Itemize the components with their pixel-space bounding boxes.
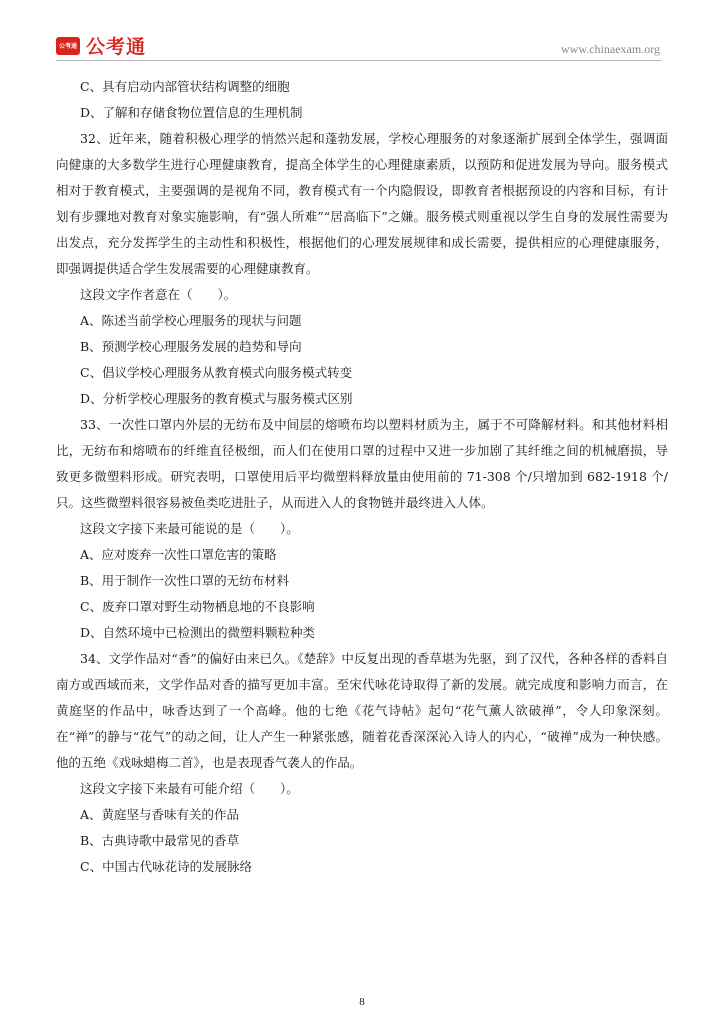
option-line: D、了解和存储食物位置信息的生理机制	[80, 105, 303, 120]
header-divider	[56, 60, 662, 61]
option-line: C、中国古代咏花诗的发展脉络	[80, 859, 253, 874]
option-line: A、应对废弃一次性口罩危害的策略	[80, 547, 277, 562]
option-line: D、自然环境中已检测出的微塑料颗粒种类	[80, 625, 316, 640]
option-line: D、分析学校心理服务的教育模式与服务模式区别	[80, 391, 353, 406]
question-stem: 这段文字作者意在（ ）。	[80, 287, 237, 302]
option-line: A、陈述当前学校心理服务的现状与问题	[80, 313, 302, 328]
option-line: C、废弃口罩对野生动物栖息地的不良影响	[80, 599, 315, 614]
question-paragraph: 32、近年来，随着积极心理学的悄然兴起和蓬勃发展，学校心理服务的对象逐渐扩展到全体学生，强调面向健康的大多数学生进行心理健康教育，提高全体学生的心理健康素质，以预防和促进发展为导向。服务模式相对于教育模式，主要强调的是视角不同，教育模式有一个内隐假设，即教育者根据预设的内容和目标，有计划有步骤地对教育对象实施影响，有“强人所难”“居高临下”之嫌。服务模式则重视以学生自身的发展性需要为出发点，充分发挥学生的主动性和积极性，根据他们的心理发展规律和成长需要，提供相应的心理健康服务，即强调提供适合学生发展需要的心理健康教育。	[56, 131, 668, 276]
page-number: 8	[359, 996, 365, 1008]
page-header	[0, 0, 724, 64]
logo-badge-icon: 公考通	[56, 37, 80, 55]
logo-text: 公考通	[86, 36, 147, 58]
option-line: A、黄庭坚与香味有关的作品	[80, 807, 240, 822]
option-line: B、古典诗歌中最常见的香草	[80, 833, 240, 848]
option-line: B、用于制作一次性口罩的无纺布材料	[80, 573, 290, 588]
question-stem: 这段文字接下来最可能说的是（ ）。	[80, 521, 299, 536]
option-line: B、预测学校心理服务发展的趋势和导向	[80, 339, 302, 354]
question-stem: 这段文字接下来最有可能介绍（ ）。	[80, 781, 299, 796]
option-line: C、具有启动内部管状结构调整的细胞	[80, 79, 290, 94]
brand-logo[interactable]	[56, 32, 146, 59]
site-url-link[interactable]: www.chinaexam.org	[561, 42, 660, 56]
question-paragraph: 34、文学作品对“香”的偏好由来已久。《楚辞》中反复出现的香草堪为先驱，到了汉代，各种各样的香料自南方或西域而来，文学作品对香的描写更加丰富。至宋代咏花诗取得了新的发展。就完成度和影响力而言，在黄庭坚的作品中，咏香达到了一个高峰。他的七绝《花气诗帖》起句“花气薰人欲破禅”，令人印象深刻。在“禅”的静与“花气”的动之间，让人产生一种紧张感，随着花香深深沁入诗人的内心，“破禅”成为一种快感。他的五绝《戏咏蜡梅二首》，也是表现香气袭人的作品。	[56, 651, 668, 770]
question-paragraph: 33、一次性口罩内外层的无纺布及中间层的熔喷布均以塑料材质为主，属于不可降解材料。和其他材料相比，无纺布和熔喷布的纤维直径极细，而人们在使用口罩的过程中又进一步加剧了其纤维之间的机械磨损，导致更多微塑料形成。研究表明，口罩使用后平均微塑料释放量由使用前的 71-308 个/只增加到 682-1918 个/只。这些微塑料很容易被鱼类吃进肚子，从而进入人的食物链并最终进入人体。	[56, 417, 668, 510]
document-body	[56, 74, 668, 880]
option-line: C、倡议学校心理服务从教育模式向服务模式转变	[80, 365, 353, 380]
